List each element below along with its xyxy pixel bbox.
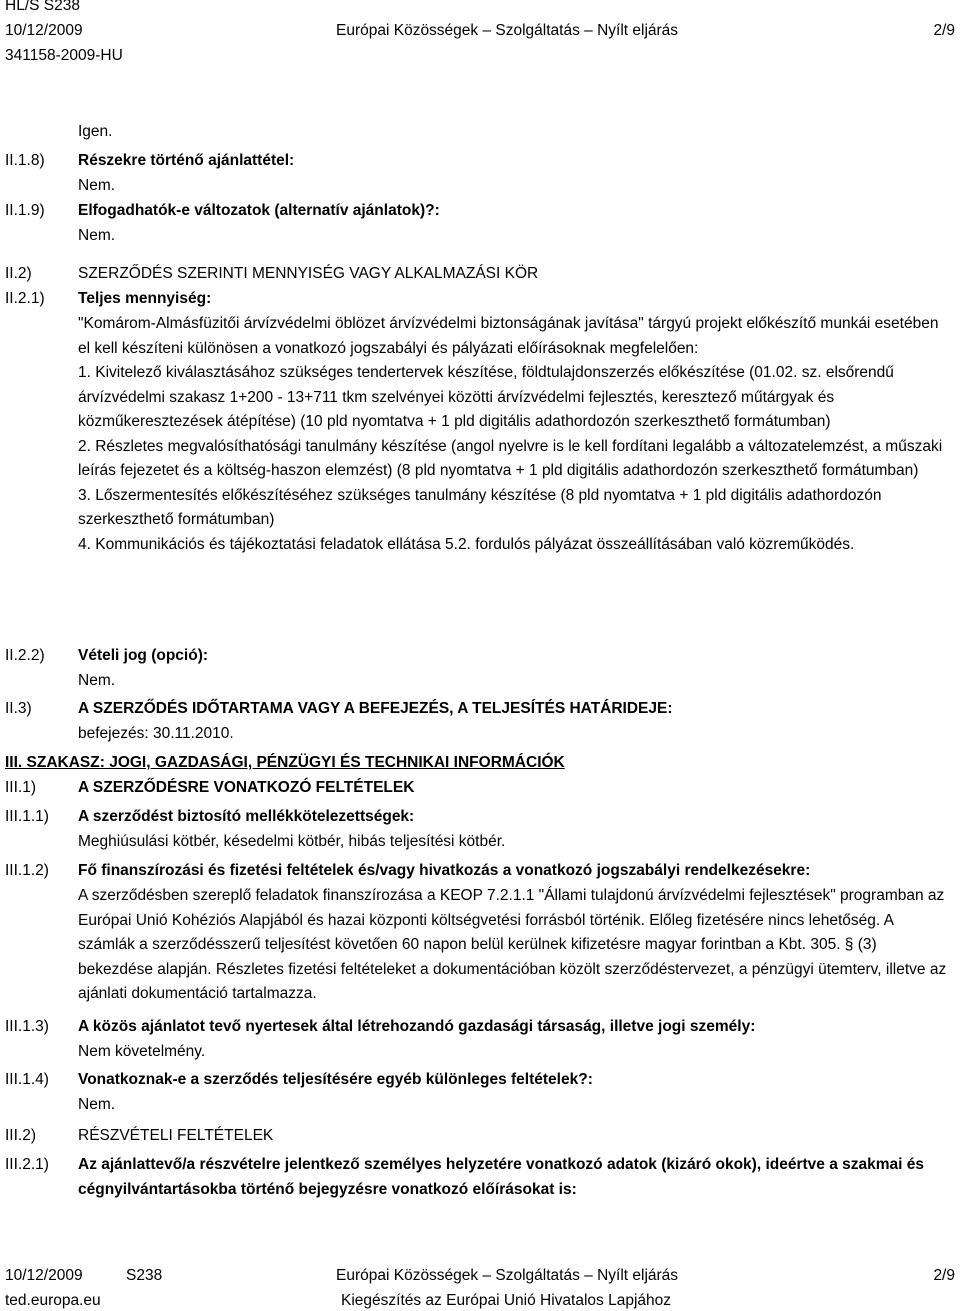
section-heading: Teljes mennyiség: <box>78 290 212 307</box>
section-number: III.2.1) <box>5 1156 49 1173</box>
footer-date: 10/12/2009 <box>5 1267 83 1284</box>
value-text: Nem. <box>78 177 116 194</box>
section-number: II.2.1) <box>5 290 45 307</box>
value-text: Nem követelmény. <box>78 1043 206 1060</box>
section-number: II.3) <box>5 700 32 717</box>
section-number: III.1.1) <box>5 808 49 825</box>
total-quantity-text <box>78 312 954 557</box>
footer-series: S238 <box>126 1267 163 1284</box>
paragraph: Az ajánlattevő/a részvételre jelentkező személyes helyzetére vonatkozó adatok (kizáró okok), ideértve a szakmai és cégnyilvántartásokba történő bejegyzésre vonatkozó előírásokat is: <box>78 1156 924 1198</box>
section-number: III.1.4) <box>5 1071 49 1088</box>
section-number: II.2) <box>5 265 32 282</box>
paragraph: 1. Kivitelező kiválasztásához szükséges tendertervek készítése, földtulajdonszerzés előkészítése (01.02. sz. elsőrendű árvízvédelmi szakasz 1+200 - 13+711 tkm szelvényei közötti árvízvédelmi fejlesztés, keresztező műtárgyak és közműkeresztezések átépítése) (10 pld nyomtatva + 1 pld digitális adathordozón szerkeszthető formátumban) <box>78 364 894 430</box>
paragraph: 2. Részletes megvalósíthatósági tanulmány készítése (angol nyelvre is le kell fordítani legalább a változatelemzést, a műszaki leírás fejezetet és a költség-haszon elemzést) (8 pld nyomtatva + 1 pld digitális adathordozón szerkeszthető formátumban) <box>78 437 943 479</box>
value-text: Nem. <box>78 227 116 244</box>
paragraph: 3. Lőszermentesítés előkészítéséhez szükséges tanulmány készítése (8 pld nyomtatva + 1 pld digitális adathordozón szerkeszthető formátumban) <box>78 486 882 528</box>
section-number: II.2.2) <box>5 647 45 664</box>
value-text: befejezés: 30.11.2010. <box>78 725 234 742</box>
section-heading: RÉSZVÉTELI FELTÉTELEK <box>78 1127 274 1144</box>
value-text: Nem. <box>78 672 116 689</box>
section-heading: Vonatkoznak-e a szerződés teljesítésére egyéb különleges feltételek?: <box>78 1071 593 1088</box>
section-heading: A közös ajánlatot tevő nyertesek által létrehozandó gazdasági társaság, illetve jogi személy: <box>78 1018 756 1035</box>
section-number: II.1.9) <box>5 202 45 219</box>
header-ref: 341158-2009-HU <box>5 47 123 64</box>
financing-text <box>78 884 954 1007</box>
section-heading <box>78 1153 954 1202</box>
footer-page: 2/9 <box>933 1267 955 1284</box>
section-heading: A SZERZŐDÉSRE VONATKOZÓ FELTÉTELEK <box>78 779 415 796</box>
section-number: III.1.2) <box>5 862 49 879</box>
section-heading: A SZERZŐDÉS IDŐTARTAMA VAGY A BEFEJEZÉS, A TELJESÍTÉS HATÁRIDEJE: <box>78 700 673 717</box>
section-heading: SZERZŐDÉS SZERINTI MENNYISÉG VAGY ALKALMAZÁSI KÖR <box>78 265 539 282</box>
section-heading: Elfogadhatók-e változatok (alternatív ajánlatok)?: <box>78 202 440 219</box>
value-text: Meghiúsulási kötbér, késedelmi kötbér, hibás teljesítési kötbér. <box>78 833 506 850</box>
value-text: Nem. <box>78 1096 116 1113</box>
section-heading: Részekre történő ajánlattétel: <box>78 152 295 169</box>
paragraph: 4. Kommunikációs és tájékoztatási feladatok ellátása 5.2. fordulós pályázat összeállításában való közreműködés. <box>78 535 855 553</box>
header-date: 10/12/2009 <box>5 22 83 39</box>
section-number: III.2) <box>5 1127 37 1144</box>
section-heading: Vételi jog (opció): <box>78 647 209 664</box>
section-heading: Fő finanszírozási és fizetési feltételek és/vagy hivatkozás a vonatkozó jogszabályi rendelkezésekre: <box>78 862 811 879</box>
paragraph: "Komárom-Almásfüzitői árvízvédelmi öblözet árvízvédelmi biztonságának javítása" tárgyú projekt előkészítő munkái esetében el kell készíteni különösen a vonatkozó jogszabályi és pályázati előírásoknak megfelelően: <box>78 315 939 357</box>
header-code: HL/S S238 <box>5 0 80 14</box>
header-page: 2/9 <box>933 22 955 39</box>
part-title: III. SZAKASZ: JOGI, GAZDASÁGI, PÉNZÜGYI ÉS TECHNIKAI INFORMÁCIÓK <box>5 754 565 771</box>
footer-subtitle: Kiegészítés az Európai Unió Hivatalos Lapjához <box>341 1292 671 1309</box>
value-text: Igen. <box>78 123 113 140</box>
section-number: III.1.3) <box>5 1018 49 1035</box>
paragraph: A szerződésben szereplő feladatok finanszírozása a KEOP 7.2.1.1 "Állami tulajdonú árvízvédelmi fejlesztések" programban az Európai Unió Kohéziós Alapjából és hazai központi költségvetési forrásból történik. Előleg fizetésére nincs lehetőség. A számlák a szerződésszerű teljesítést követően 60 napon belül kerülnek kifizetésre magyar forintban a Kbt. 305. § (3) bekezdése alapján. Részletes fizetési feltételeket a dokumentációban közölt szerződéstervezet, a pénzügyi ütemterv, illetve az ajánlati dokumentáció tartalmazza. <box>78 887 947 1002</box>
section-number: III.1) <box>5 779 37 796</box>
footer-title: Európai Közösségek – Szolgáltatás – Nyílt eljárás <box>336 1267 679 1284</box>
section-number: II.1.8) <box>5 152 45 169</box>
footer-site-link[interactable]: ted.europa.eu <box>5 1292 101 1309</box>
header-title: Európai Közösségek – Szolgáltatás – Nyílt eljárás <box>336 22 679 39</box>
section-heading: A szerződést biztosító mellékkötelezettségek: <box>78 808 415 825</box>
